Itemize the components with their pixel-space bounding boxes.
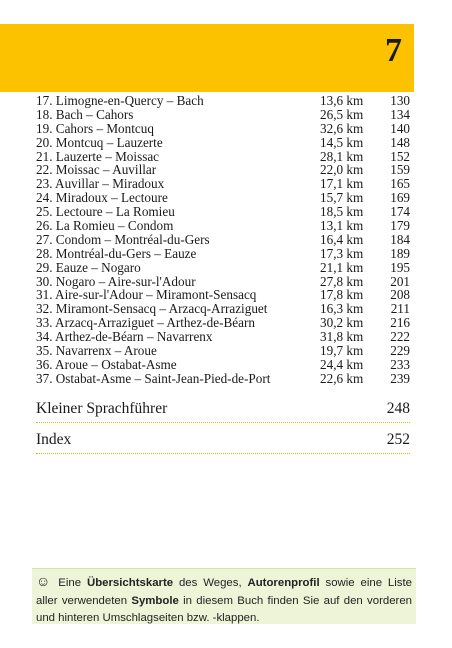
toc-row bbox=[36, 330, 410, 344]
table-of-contents bbox=[36, 94, 410, 462]
toc-title: 34. Arthez-de-Béarn – Navarrenx bbox=[36, 329, 213, 345]
header-band bbox=[0, 24, 414, 92]
page-number: 7 bbox=[385, 32, 402, 69]
note-text: des Weges, bbox=[173, 577, 248, 589]
toc-title: 30. Nogaro – Aire-sur-l'Adour bbox=[36, 273, 196, 289]
toc-distance: 22,0 km bbox=[320, 162, 364, 178]
toc-distance: 26,5 km bbox=[320, 106, 364, 122]
toc-title: 36. Aroue – Ostabat-Asme bbox=[36, 356, 177, 372]
toc-title: 18. Bach – Cahors bbox=[36, 106, 134, 122]
toc-row bbox=[36, 205, 410, 219]
toc-distance: 22,6 km bbox=[320, 370, 364, 386]
toc-distance: 13,6 km bbox=[320, 93, 364, 108]
toc-distance: 16,4 km bbox=[320, 231, 364, 247]
toc-title: 27. Condom – Montréal-du-Gers bbox=[36, 231, 210, 247]
toc-row bbox=[36, 150, 410, 164]
toc-page: 169 bbox=[390, 190, 410, 206]
toc-row bbox=[36, 163, 410, 177]
toc-title: 26. La Romieu – Condom bbox=[36, 218, 174, 234]
toc-row bbox=[36, 316, 410, 330]
toc-distance: 16,3 km bbox=[320, 301, 364, 317]
toc-title: 20. Montcuq – Lauzerte bbox=[36, 134, 163, 150]
toc-page: 179 bbox=[390, 218, 410, 234]
toc-page: 174 bbox=[390, 204, 410, 220]
toc-row bbox=[36, 302, 410, 316]
note-text: sowie eine Liste aller verwendeten bbox=[36, 577, 412, 607]
toc-page: 201 bbox=[390, 273, 410, 289]
toc-row bbox=[36, 94, 410, 108]
toc-title: 31. Aire-sur-l'Adour – Miramont-Sensacq bbox=[36, 287, 257, 303]
toc-row bbox=[36, 136, 410, 150]
note-keyword-profile: Autorenprofil bbox=[247, 577, 320, 589]
toc-page: 216 bbox=[390, 315, 410, 331]
section-title: Kleiner Sprachführer bbox=[36, 399, 168, 417]
toc-page: 152 bbox=[390, 148, 410, 164]
toc-page: 222 bbox=[390, 329, 410, 345]
toc-distance: 30,2 km bbox=[320, 315, 364, 331]
toc-distance: 17,8 km bbox=[320, 287, 364, 303]
toc-page: 208 bbox=[390, 287, 410, 303]
toc-distance: 19,7 km bbox=[320, 343, 364, 359]
toc-title: 32. Miramont-Sensacq – Arzacq-Arraziguet bbox=[36, 301, 268, 317]
toc-title: 25. Lectoure – La Romieu bbox=[36, 204, 175, 220]
toc-title: 24. Miradoux – Lectoure bbox=[36, 190, 168, 206]
section-row bbox=[36, 400, 410, 423]
toc-title: 17. Limogne-en-Quercy – Bach bbox=[36, 93, 204, 108]
toc-distance: 17,1 km bbox=[320, 176, 364, 192]
toc-title: 37. Ostabat-Asme – Saint-Jean-Pied-de-Port bbox=[36, 370, 271, 386]
toc-distance: 24,4 km bbox=[320, 356, 364, 372]
toc-title: 22. Moissac – Auvillar bbox=[36, 162, 157, 178]
toc-distance: 18,5 km bbox=[320, 204, 364, 220]
section-page: 248 bbox=[386, 399, 410, 417]
toc-row bbox=[36, 247, 410, 261]
section-page: 252 bbox=[386, 430, 410, 448]
toc-page: 130 bbox=[390, 93, 410, 108]
toc-row bbox=[36, 219, 410, 233]
toc-page: 211 bbox=[390, 301, 410, 317]
toc-row bbox=[36, 233, 410, 247]
toc-row bbox=[36, 261, 410, 275]
toc-distance: 32,6 km bbox=[320, 120, 364, 136]
toc-row bbox=[36, 108, 410, 122]
toc-page: 159 bbox=[390, 162, 410, 178]
toc-title: 23. Auvillar – Miradoux bbox=[36, 176, 165, 192]
toc-distance: 21,1 km bbox=[320, 259, 364, 275]
toc-row bbox=[36, 177, 410, 191]
smiley-icon: ☺ bbox=[36, 573, 51, 589]
toc-page: 195 bbox=[390, 259, 410, 275]
note-text: in diesem Buch finden Sie auf den vorderen und hinteren Umschlagseiten bzw. -klappen. bbox=[36, 594, 412, 624]
toc-title: 28. Montréal-du-Gers – Eauze bbox=[36, 245, 197, 261]
stage-list bbox=[36, 94, 410, 386]
toc-page: 233 bbox=[390, 356, 410, 372]
section-list bbox=[36, 400, 410, 454]
toc-title: 35. Navarrenx – Aroue bbox=[36, 343, 157, 359]
toc-page: 165 bbox=[390, 176, 410, 192]
toc-page: 229 bbox=[390, 343, 410, 359]
toc-title: 29. Eauze – Nogaro bbox=[36, 259, 141, 275]
toc-row bbox=[36, 288, 410, 302]
section-row bbox=[36, 431, 410, 454]
toc-page: 184 bbox=[390, 231, 410, 247]
toc-page: 148 bbox=[390, 134, 410, 150]
toc-row bbox=[36, 344, 410, 358]
toc-title: 19. Cahors – Montcuq bbox=[36, 120, 154, 136]
toc-page: 140 bbox=[390, 120, 410, 136]
toc-page: 189 bbox=[390, 245, 410, 261]
toc-page: 134 bbox=[390, 106, 410, 122]
note-text: Eine bbox=[58, 577, 87, 589]
toc-title: 33. Arzacq-Arraziguet – Arthez-de-Béarn bbox=[36, 315, 255, 331]
note-keyword-symbols: Symbole bbox=[131, 594, 179, 607]
note-keyword-map: Übersichtskarte bbox=[86, 577, 174, 589]
toc-row bbox=[36, 191, 410, 205]
toc-row bbox=[36, 122, 410, 136]
toc-distance: 15,7 km bbox=[320, 190, 364, 206]
toc-distance: 17,3 km bbox=[320, 245, 364, 261]
toc-row bbox=[36, 275, 410, 289]
toc-distance: 27,8 km bbox=[320, 273, 364, 289]
toc-title: 21. Lauzerte – Moissac bbox=[36, 148, 160, 164]
toc-distance: 14,5 km bbox=[320, 134, 364, 150]
toc-distance: 31,8 km bbox=[320, 329, 364, 345]
toc-distance: 28,1 km bbox=[320, 148, 364, 164]
toc-row bbox=[36, 372, 410, 386]
toc-page: 239 bbox=[390, 370, 410, 386]
toc-distance: 13,1 km bbox=[320, 218, 364, 234]
toc-row bbox=[36, 358, 410, 372]
info-note bbox=[32, 568, 416, 624]
section-title: Index bbox=[36, 430, 72, 448]
